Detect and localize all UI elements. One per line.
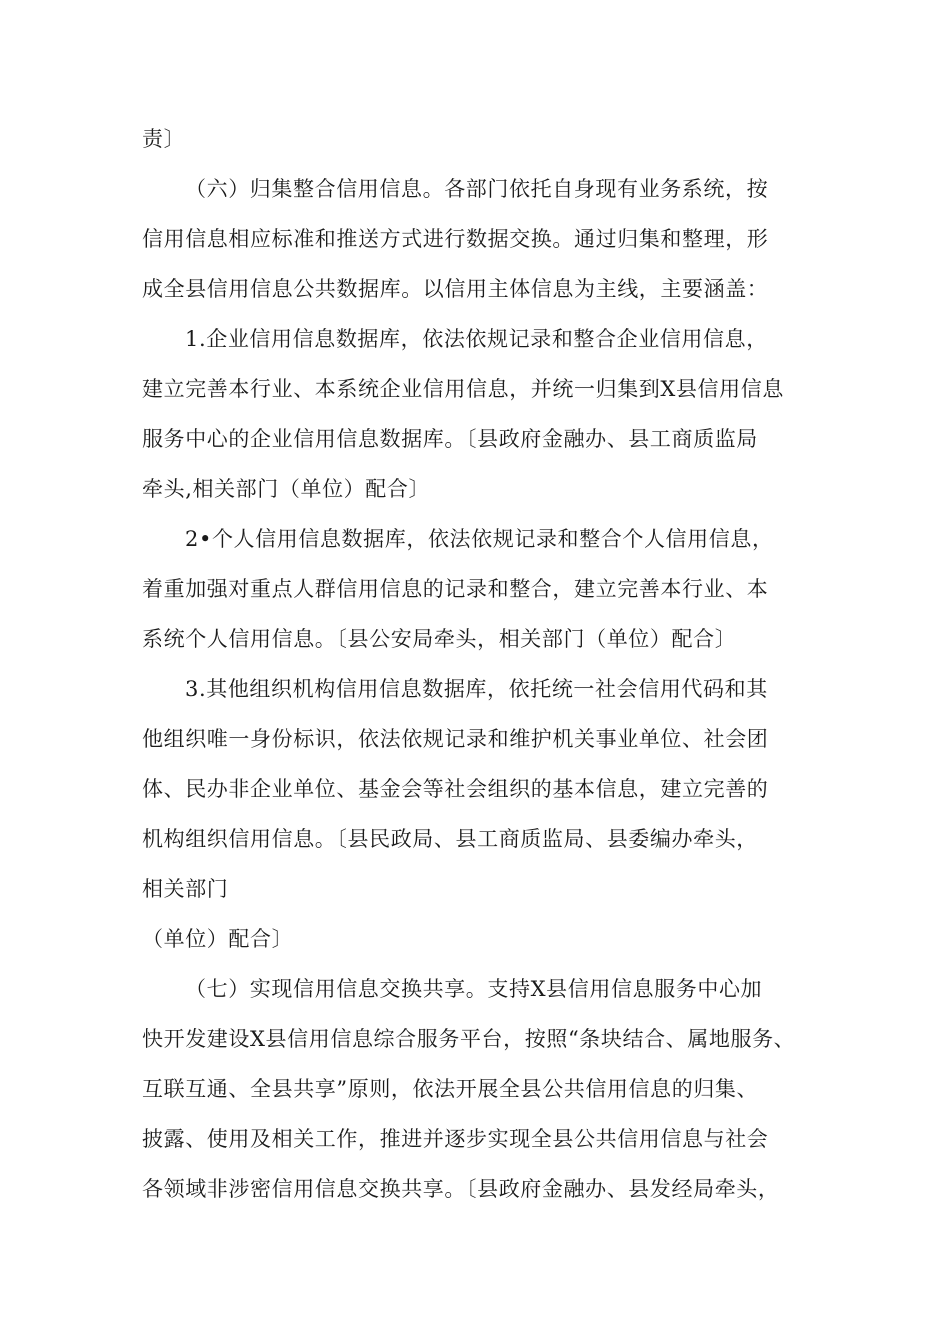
item-2-line: 2•个人信用信息数据库，依法依规记录和整合个人信用信息，: [185, 527, 774, 551]
section-6-heading-line: （六）归集整合信用信息。各部门依托自身现有业务系统，按: [185, 177, 769, 201]
text-line: 牵头,相关部门（单位）配合〕: [142, 477, 431, 501]
text-line: 体、民办非企业单位、基金会等社会组织的基本信息，建立完善的: [142, 777, 769, 801]
text-line: 相关部门: [142, 877, 229, 901]
text-line: 披露、使用及相关工作，推进并逐步实现全县公共信用信息与社会: [142, 1127, 769, 1151]
item-1-line: 1.企业信用信息数据库，依法依规记录和整合企业信用信息，: [185, 327, 768, 351]
text-line: 责〕: [142, 127, 186, 151]
text-line: 着重加强对重点人群信用信息的记录和整合，建立完善本行业、本: [142, 577, 769, 601]
text-line: 成全县信用信息公共数据库。以信用主体信息为主线，主要涵盖：: [142, 277, 769, 301]
text-line: 服务中心的企业信用信息数据库。〔县政府金融办、县工商质监局: [142, 427, 758, 451]
text-line: 信用信息相应标准和推送方式进行数据交换。通过归集和整理，形: [142, 227, 769, 251]
text-line: （单位）配合〕: [142, 927, 294, 951]
text-line: 他组织唯一身份标识，依法依规记录和维护机关事业单位、社会团: [142, 727, 769, 751]
text-line: 建立完善本行业、本系统企业信用信息，并统一归集到X县信用信息: [142, 377, 784, 401]
item-3-line: 3.其他组织机构信用信息数据库，依托统一社会信用代码和其: [185, 677, 768, 701]
section-7-heading-line: （七）实现信用信息交换共享。支持X县信用信息服务中心加: [185, 977, 763, 1001]
text-line: 系统个人信用信息。〔县公安局牵头，相关部门（单位）配合〕: [142, 627, 737, 651]
text-line: 机构组织信用信息。〔县民政局、县工商质监局、县委编办牵头，: [142, 827, 758, 851]
text-line: 互联互通、全县共享”原则，依法开展全县公共信用信息的归集、: [142, 1077, 759, 1101]
text-line: 快开发建设X县信用信息综合服务平台，按照“条块结合、属地服务、: [142, 1027, 796, 1051]
text-line: 各领域非涉密信用信息交换共享。〔县政府金融办、县发经局牵头，: [142, 1177, 780, 1201]
